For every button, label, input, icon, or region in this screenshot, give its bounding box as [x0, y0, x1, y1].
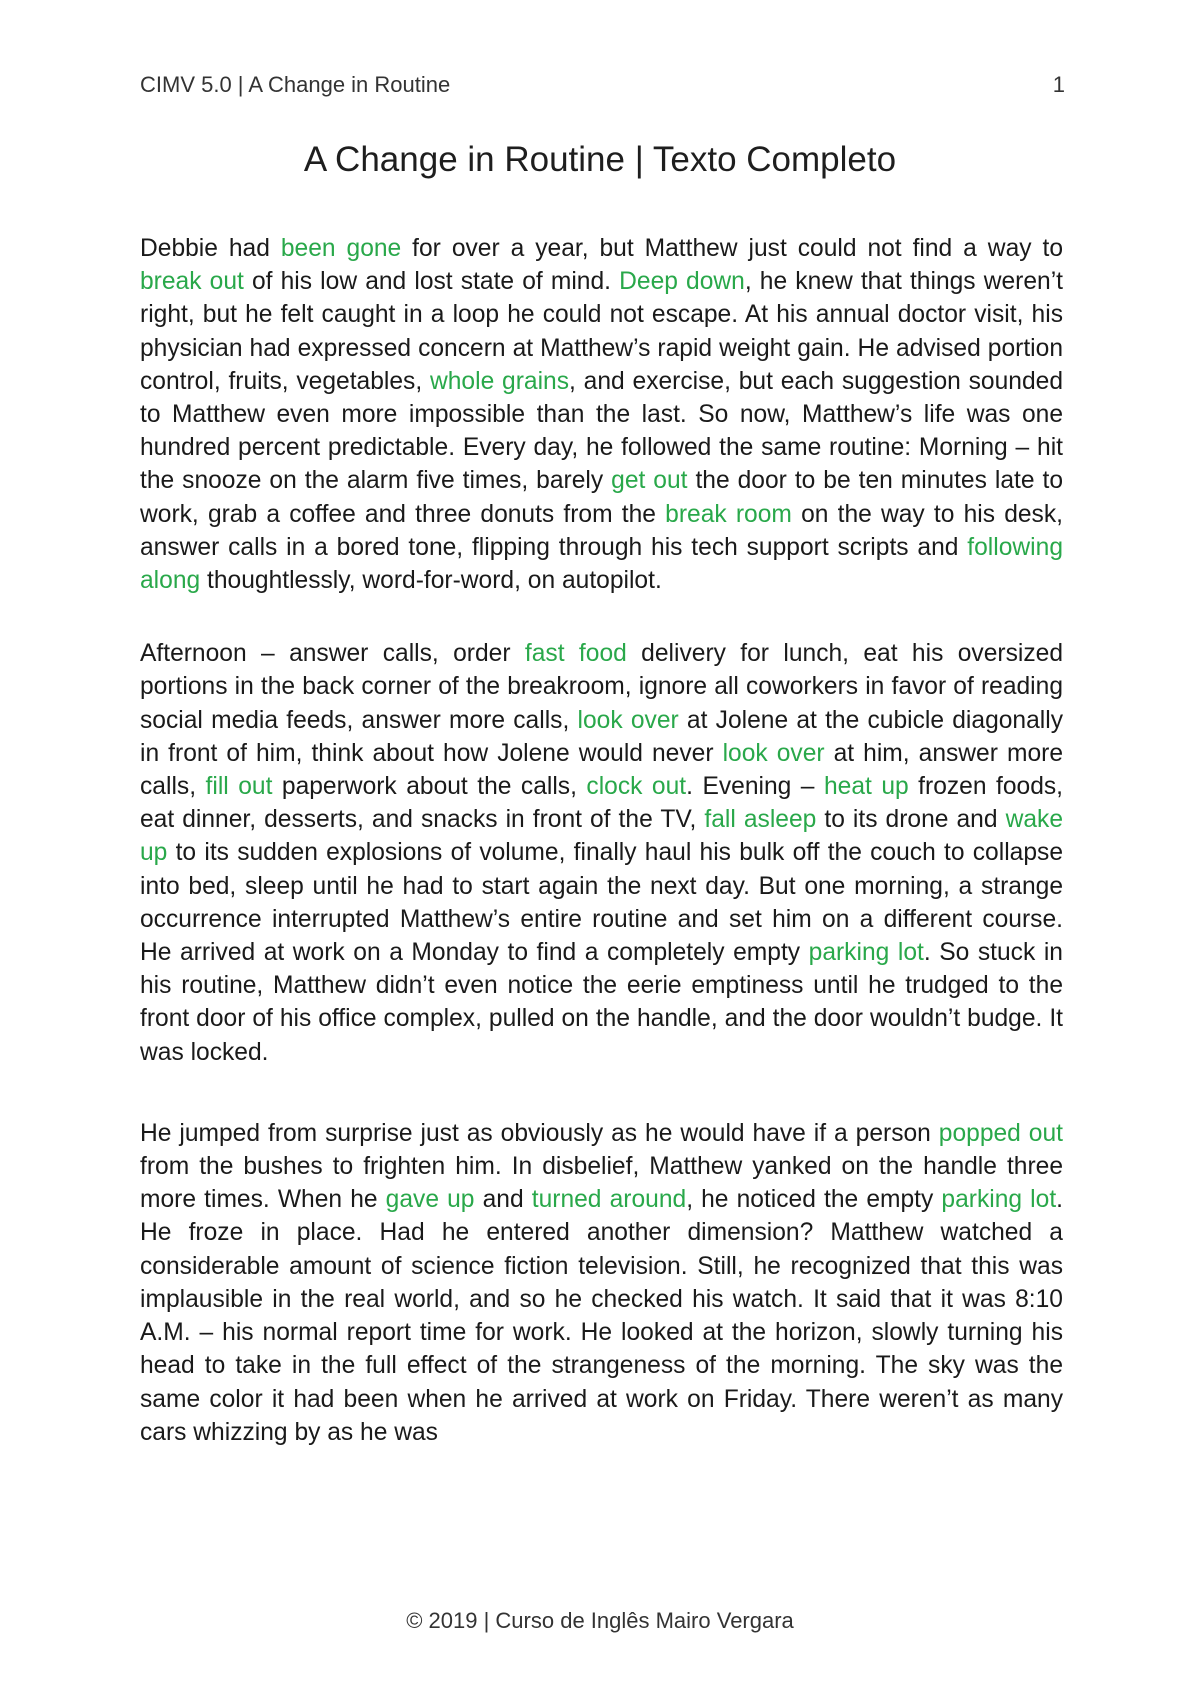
- text-run: to its drone and: [816, 806, 1006, 834]
- document-title: A Change in Routine | Texto Completo: [303, 140, 897, 179]
- text-run: of his low and lost state of mind.: [243, 268, 620, 296]
- text-run: . Evening –: [686, 773, 824, 801]
- text-run: . He froze in place. Had he entered another dimension? Matthew watched a considerable amount of science fiction television. Still, he recognized that this was implausible in the real world, and so he checked his watch. It said that it was 8:10 A.M. – his normal report time for work. He looked at the horizon, slowly turning his head to take in the full effect of the strangeness of the morning. The sky was the same color it had been when he arrived at work on Friday. There weren’t as many cars whizzing by as he was: [140, 1186, 1063, 1446]
- text-run: on the way to his desk, answer calls in a bored tone, flipping through his tech support scripts and: [140, 500, 1063, 561]
- highlighted-phrase: parking lot: [808, 939, 924, 967]
- highlighted-phrase: parking lot: [941, 1186, 1057, 1214]
- text-run: paperwork about the calls,: [272, 773, 587, 801]
- text-run: delivery for lunch, eat his oversized portions in the back corner of the breakroom, ignore all coworkers in favor of reading social media feeds, answer more calls,: [140, 640, 1064, 734]
- highlighted-phrase: been gone: [280, 235, 402, 262]
- text-run: at him, answer more calls,: [140, 739, 1063, 801]
- text-run: from the bushes to frighten him. In disbelief, Matthew yanked on the handle three more times. When he: [140, 1153, 1063, 1214]
- text-run: the door to be ten minutes late to work, grab a coffee and three donuts from the: [140, 467, 1063, 528]
- text-run: , and exercise, but each suggestion sounded to Matthew even more impossible than the last. So now, Matthew’s life was one hundred percent predictable. Every day, he followed the same routine: Morning – hit the snooze on the alarm five times, barely: [140, 367, 1063, 495]
- paragraph: [140, 1117, 1063, 1449]
- highlighted-phrase: break room: [665, 500, 792, 528]
- paragraph: [140, 232, 1063, 597]
- text-run: and: [474, 1186, 532, 1214]
- body-text: [140, 232, 1063, 1449]
- text-run: He jumped from surprise just as obviously as he would have if a person: [140, 1119, 939, 1147]
- text-run: Debbie had: [140, 235, 281, 262]
- highlighted-phrase: gave up: [385, 1186, 475, 1214]
- page-footer: © 2019 | Curso de Inglês Mairo Vergara: [406, 1608, 794, 1633]
- highlighted-phrase: get out: [611, 467, 688, 495]
- highlighted-phrase: turned around: [531, 1186, 687, 1214]
- highlighted-phrase: fast food: [524, 640, 627, 668]
- paragraph: [140, 637, 1063, 1069]
- highlighted-phrase: wake up: [140, 806, 1063, 867]
- highlighted-phrase: Deep down: [619, 268, 745, 296]
- highlighted-phrase: look over: [722, 739, 825, 767]
- highlighted-phrase: heat up: [823, 773, 909, 801]
- running-title: CIMV 5.0 | A Change in Routine: [140, 72, 451, 97]
- highlighted-phrase: popped out: [938, 1119, 1063, 1147]
- highlighted-phrase: fall asleep: [704, 806, 817, 834]
- text-run: , he knew that things weren’t right, but he felt caught in a loop he could not escape. At his annual doctor visit, his physician had expressed concern at Matthew’s rapid weight gain. He advised portion control, fruits, vegetables,: [140, 268, 1064, 395]
- page-number: 1: [1052, 72, 1065, 97]
- text-run: frozen foods, eat dinner, desserts, and snacks in front of the TV,: [140, 773, 1063, 834]
- highlighted-phrase: look over: [577, 706, 679, 734]
- text-run: to its sudden explosions of volume, finally haul his bulk off the couch to collapse into bed, sleep until he had to start again the next day. But one morning, a strange occurrence interrupted Matthew’s entire routine and set him on a different course. He arrived at work on a Monday to find a completely empty: [140, 839, 1063, 967]
- text-run: at Jolene at the cubicle diagonally in front of him, think about how Jolene would never: [140, 706, 1064, 767]
- text-run: , he noticed the empty: [686, 1186, 942, 1214]
- highlighted-phrase: fill out: [205, 773, 273, 801]
- highlighted-phrase: break out: [140, 268, 244, 296]
- text-run: . So stuck in his routine, Matthew didn’t even notice the eerie emptiness until he trudged to the front door of his office complex, pulled on the handle, and the door wouldn’t budge. It was locked.: [140, 939, 1063, 1066]
- highlighted-phrase: whole grains: [429, 367, 570, 395]
- highlighted-phrase: following along: [140, 533, 1063, 595]
- text-run: Afternoon – answer calls, order: [140, 640, 525, 668]
- text-run: thoughtlessly, word-for-word, on autopilot.: [200, 567, 662, 595]
- highlighted-phrase: clock out: [586, 773, 687, 801]
- text-run: for over a year, but Matthew just could not find a way to: [401, 235, 1063, 262]
- page-header: [140, 72, 1065, 112]
